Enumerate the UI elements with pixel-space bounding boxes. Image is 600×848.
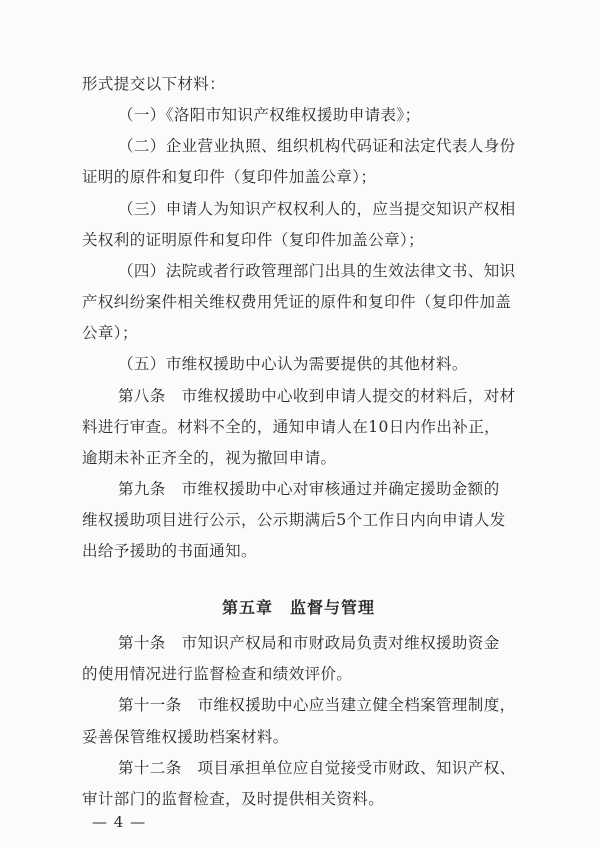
text-line: 证明的原件和复印件（复印件加盖公章）； bbox=[82, 168, 377, 186]
text-line: 维权援助项目进行公示，公示期满后5个工作日内向申请人发 bbox=[82, 511, 506, 529]
text-line: 关权利的证明原件和复印件（复印件加盖公章）； bbox=[82, 231, 425, 249]
text-line: 产权纠纷案件相关维权费用凭证的原件和复印件（复印件加盖 bbox=[82, 293, 512, 311]
page-number: — 4 — bbox=[92, 813, 147, 831]
text-line: （二）企业营业执照、组织机构代码证和法定代表人身份 bbox=[118, 137, 516, 155]
text-line: 第十一条 市维权援助中心应当建立健全档案管理制度， bbox=[118, 696, 516, 714]
text-line: 第十条 市知识产权局和市财政局负责对维权援助资金 bbox=[118, 634, 500, 652]
text-line: 审计部门的监督检查，及时提供相关资料。 bbox=[82, 790, 385, 808]
text-line: 料进行审查。材料不全的，通知申请人在10日内作出补正， bbox=[82, 418, 501, 436]
text-line: （五）市维权援助中心认为需要提供的其他材料。 bbox=[118, 355, 468, 373]
text-line: 第八条 市维权援助中心收到申请人提交的材料后，对材 bbox=[118, 387, 516, 405]
text-line: （一）《洛阳市知识产权维权援助申请表》； bbox=[118, 106, 421, 124]
text-line: 的使用情况进行监督检查和绩效评价。 bbox=[82, 665, 353, 683]
text-line: 公章）； bbox=[82, 324, 138, 342]
text-line: 第十二条 项目承担单位应自觉接受市财政、知识产权、 bbox=[118, 759, 516, 777]
text-line: 出给予援助的书面通知。 bbox=[82, 542, 257, 560]
text-line: （四）法院或者行政管理部门出具的生效法律文书、知识 bbox=[118, 262, 516, 280]
text-line: 第九条 市维权援助中心对审核通过并确定援助金额的 bbox=[118, 480, 500, 498]
text-line: 形式提交以下材料： bbox=[82, 75, 226, 93]
text-line: 妥善保管维权援助档案材料。 bbox=[82, 728, 289, 746]
text-line: （三）申请人为知识产权权利人的，应当提交知识产权相 bbox=[118, 200, 516, 218]
chapter-title: 第五章 监督与管理 bbox=[222, 598, 376, 617]
text-line: 逾期未补正齐全的，视为撤回申请。 bbox=[82, 449, 337, 467]
